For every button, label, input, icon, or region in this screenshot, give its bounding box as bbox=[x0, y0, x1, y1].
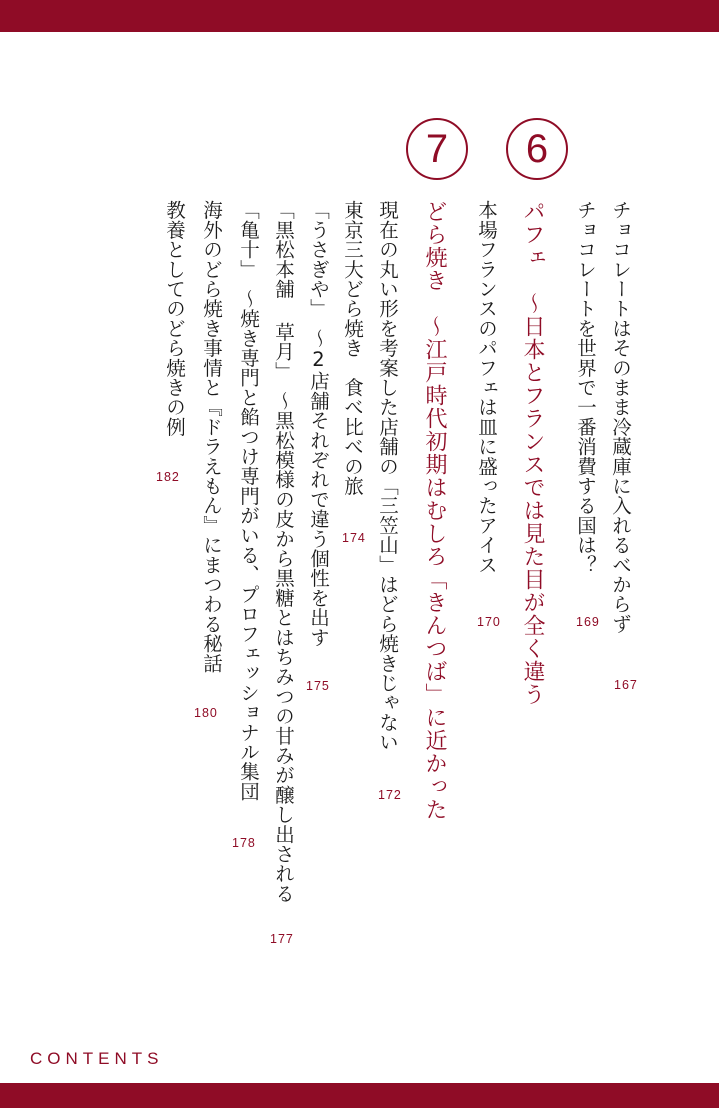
toc-entry-page: 175 bbox=[306, 679, 330, 693]
toc-entry-page: 178 bbox=[232, 836, 256, 850]
top-color-band bbox=[0, 0, 719, 32]
toc-entry-page: 174 bbox=[342, 531, 366, 545]
toc-entry-page: 170 bbox=[477, 615, 501, 629]
toc-entry-title[interactable]: チョコレートを世界で一番消費する国は？ bbox=[574, 200, 597, 575]
chapter-number-circle-6 bbox=[506, 118, 568, 180]
toc-entry-title[interactable]: 海外のどら焼き事情と『ドラえもん』にまつわる秘話 bbox=[200, 200, 223, 673]
contents-label: CONTENTS bbox=[30, 1049, 164, 1068]
toc-entry-page: 169 bbox=[576, 615, 600, 629]
toc-entry-title[interactable]: チョコレートはそのまま冷蔵庫に入れるべからず bbox=[609, 200, 632, 634]
toc-entry-title[interactable]: 「うさぎや」 ～2店舗それぞれで違う個性を出す bbox=[307, 200, 330, 647]
toc-entry-page: 180 bbox=[194, 706, 218, 720]
toc-entry-page: 172 bbox=[378, 788, 402, 802]
toc-entry-title[interactable]: 東京三大どら焼き 食べ比べの旅 bbox=[341, 200, 364, 496]
bottom-color-band bbox=[0, 1083, 719, 1108]
toc-entry-page: 182 bbox=[156, 470, 180, 484]
chapter-number: 7 bbox=[425, 126, 449, 171]
toc-entry-title[interactable]: 現在の丸い形を考案した店舗の「三笠山」はどら焼きじゃない bbox=[376, 200, 399, 752]
toc-entry-title[interactable]: 本場フランスのパフェは皿に盛ったアイス bbox=[475, 200, 498, 575]
toc-entry-title[interactable]: 「亀十」 ～焼き専門と餡つけ専門がいる、プロフェッショナル集団 bbox=[237, 200, 260, 801]
toc-entry-page: 167 bbox=[614, 678, 638, 692]
toc-entry-title[interactable]: 「黒松本舗 草月」 ～黒松模様の皮から黒糖とはちみつの甘みが醸し出される bbox=[272, 200, 295, 903]
chapter-heading[interactable]: パフェ ～日本とフランスでは見た目が全く違う bbox=[520, 200, 545, 706]
chapter-heading[interactable]: どら焼き ～江戸時代初期はむしろ「きんつば」に近かった bbox=[422, 200, 447, 821]
chapter-number-circle-7 bbox=[406, 118, 468, 180]
chapter-number: 6 bbox=[525, 126, 549, 171]
toc-entry-title[interactable]: 教養としてのどら焼きの例 bbox=[163, 200, 186, 437]
toc-entry-page: 177 bbox=[270, 932, 294, 946]
